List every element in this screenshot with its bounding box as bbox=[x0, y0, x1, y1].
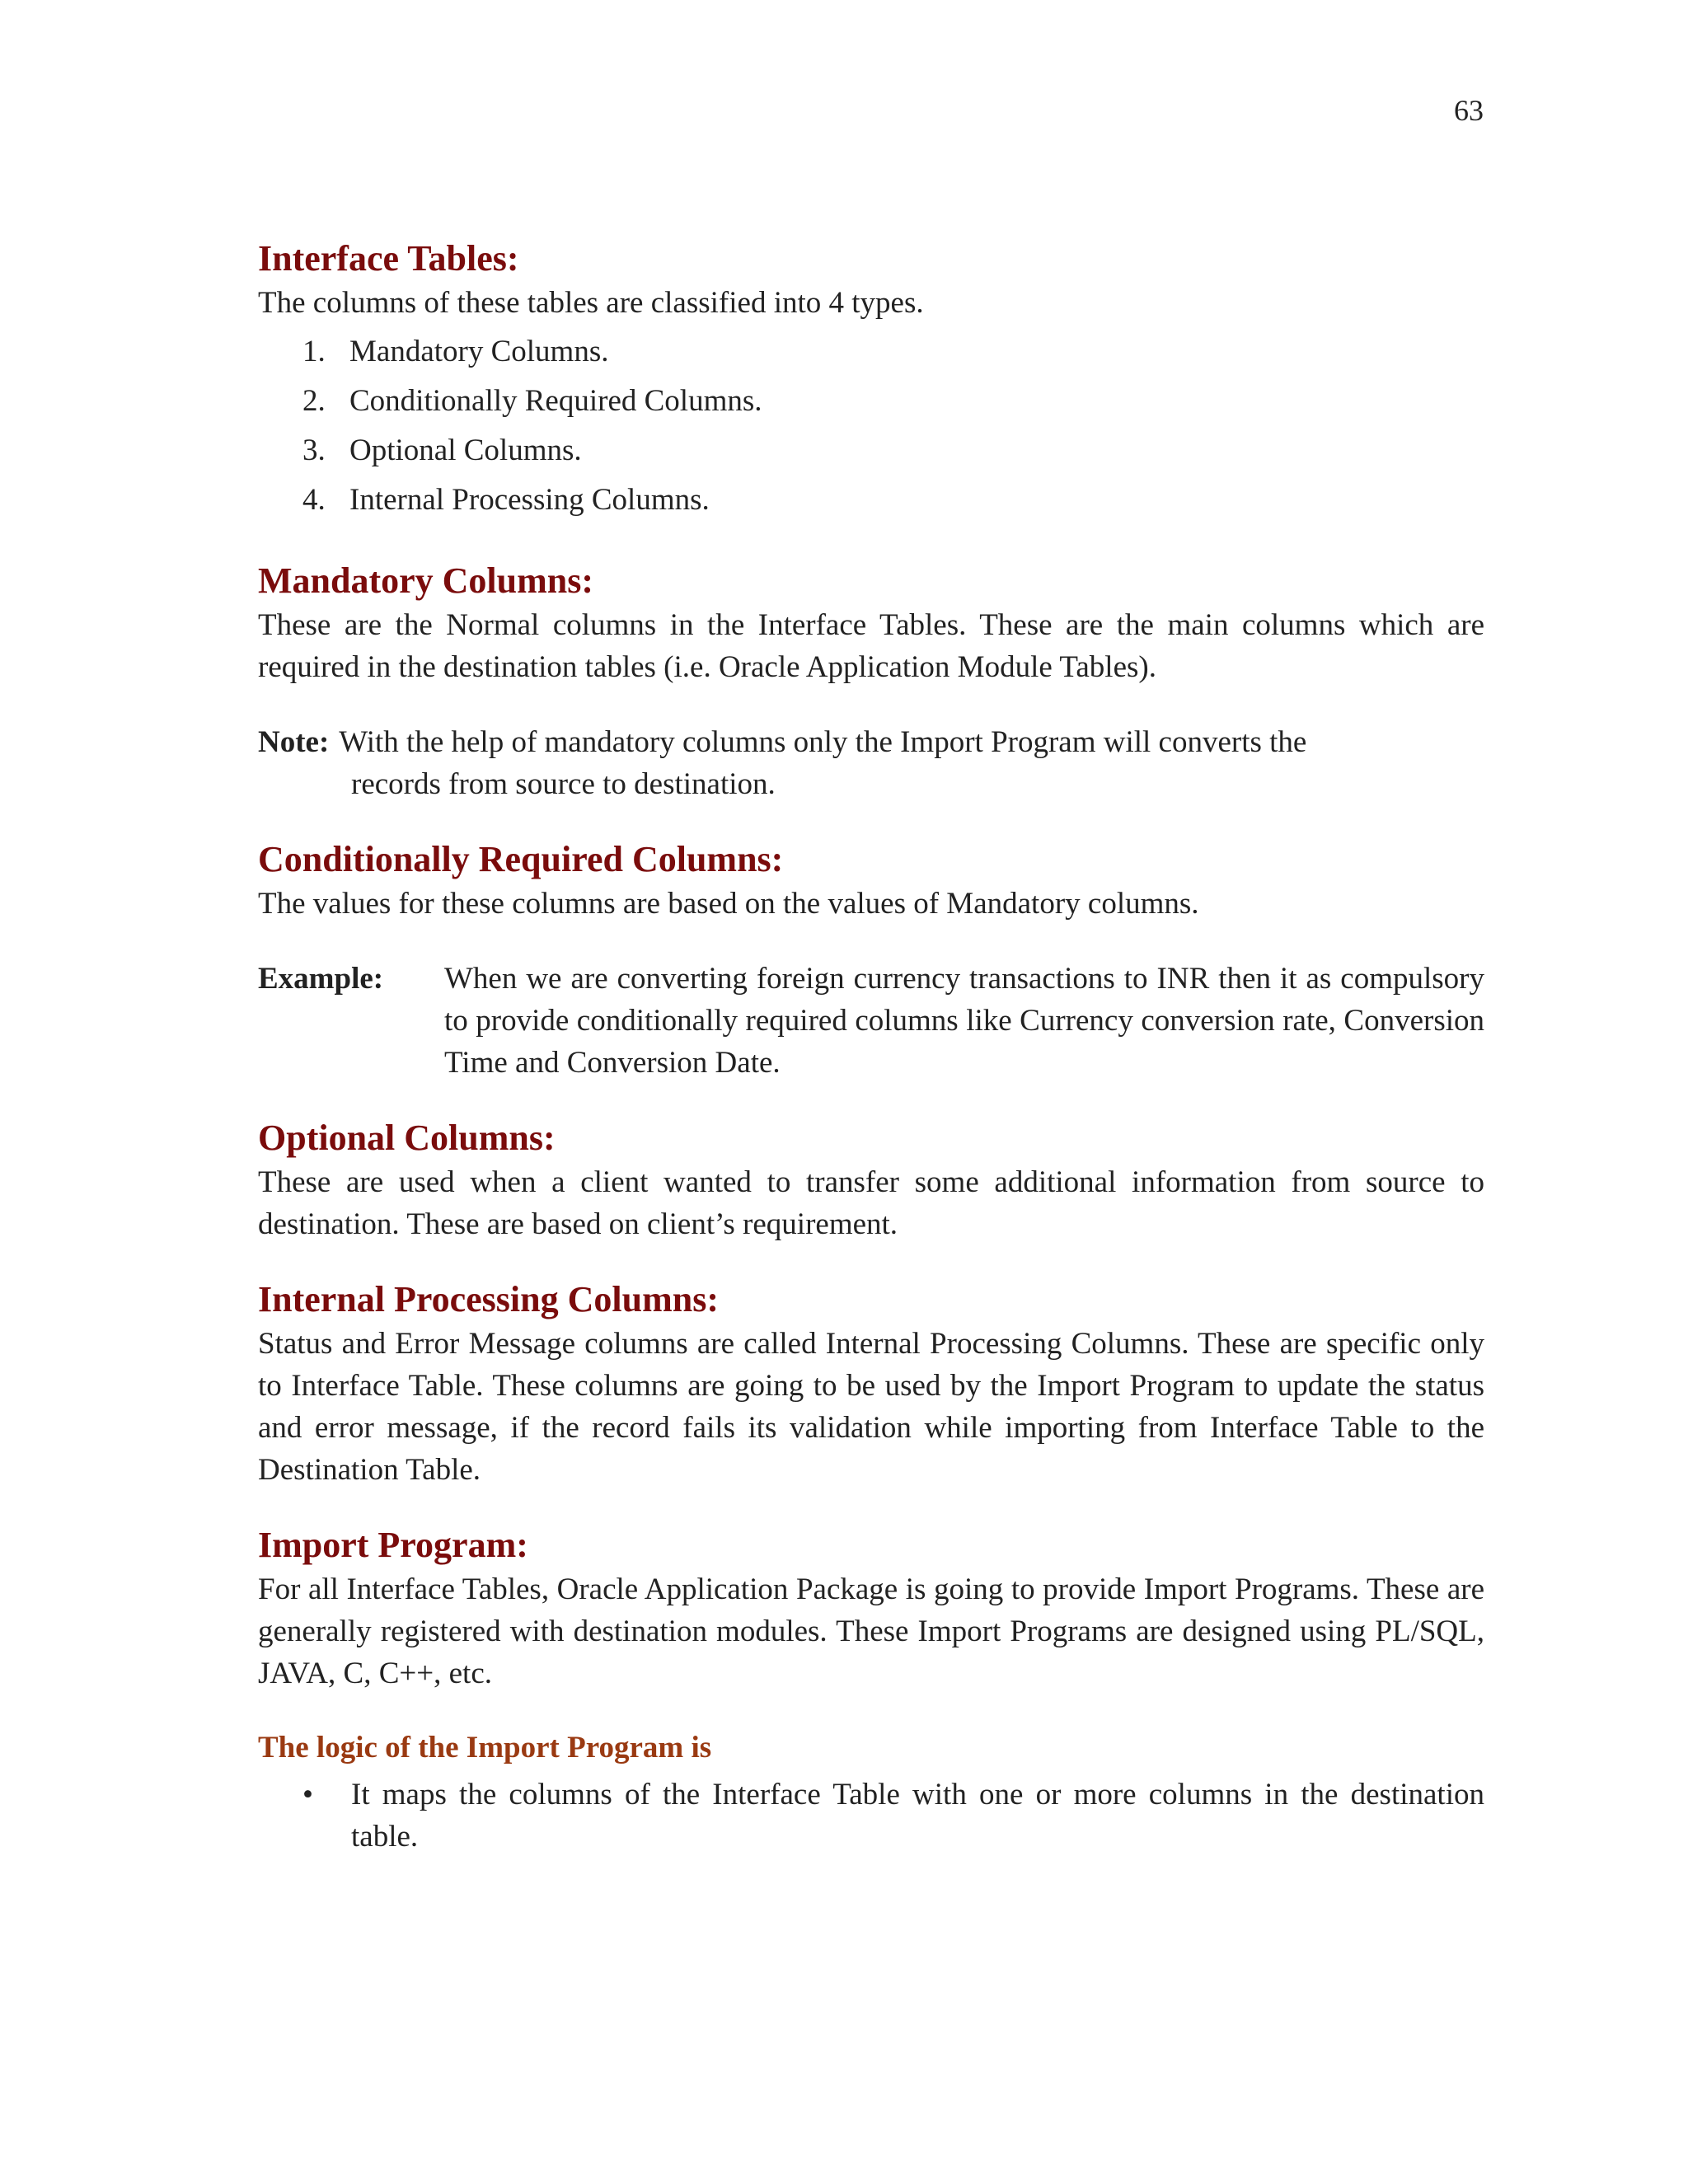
list-number: 1. bbox=[302, 335, 326, 368]
list-number: 3. bbox=[302, 434, 326, 467]
heading-interface-tables: Interface Tables: bbox=[258, 238, 519, 279]
note-text-line1: With the help of mandatory columns only the Import Program will converts the bbox=[339, 725, 1307, 759]
list-item-text: Optional Columns. bbox=[349, 434, 582, 467]
list-item bbox=[258, 426, 1484, 476]
internal-body: Status and Error Message columns are called Internal Processing Columns. These are specific only to Interface Table. These columns are going to be used by the Import Program to update the status and error message, if the record fails its validation while importing from Interface Table to the Destination Table. bbox=[258, 1327, 1484, 1487]
page-content bbox=[258, 236, 1484, 1858]
import-logic-list bbox=[258, 1774, 1484, 1858]
heading-import-program-logic: The logic of the Import Program is bbox=[258, 1731, 712, 1765]
list-item-text: It maps the columns of the Interface Table with one or more columns in the destination table. bbox=[351, 1778, 1484, 1854]
list-item-text: Mandatory Columns. bbox=[349, 335, 609, 368]
example-label: Example: bbox=[258, 962, 384, 996]
heading-conditionally-required-columns: Conditionally Required Columns: bbox=[258, 839, 784, 879]
list-item bbox=[258, 1774, 1484, 1858]
list-number: 4. bbox=[302, 483, 326, 517]
list-item bbox=[258, 476, 1484, 525]
note-text-line2: records from source to destination. bbox=[351, 767, 776, 801]
note-label: Note: bbox=[258, 725, 330, 759]
list-item bbox=[258, 327, 1484, 377]
list-number: 2. bbox=[302, 384, 326, 418]
heading-mandatory-columns: Mandatory Columns: bbox=[258, 560, 594, 601]
optional-body: These are used when a client wanted to transfer some additional information from source to destination. These are based on client’s requirement. bbox=[258, 1165, 1484, 1241]
list-item-text: Conditionally Required Columns. bbox=[349, 384, 762, 418]
bullet-icon: • bbox=[302, 1778, 313, 1811]
conditional-body: The values for these columns are based on the values of Mandatory columns. bbox=[258, 887, 1199, 921]
page-number: 63 bbox=[1454, 94, 1484, 127]
conditional-example bbox=[258, 958, 1484, 1084]
list-item-text: Internal Processing Columns. bbox=[349, 483, 710, 517]
list-item bbox=[258, 377, 1484, 426]
column-types-list bbox=[258, 327, 1484, 525]
example-text: When we are converting foreign currency transactions to INR then it as compulsory to provide conditionally required columns like Currency conversion rate, Conversion Time and Conversion Date. bbox=[444, 962, 1484, 1080]
mandatory-note bbox=[258, 721, 1484, 763]
heading-import-program: Import Program: bbox=[258, 1525, 528, 1565]
heading-internal-processing-columns: Internal Processing Columns: bbox=[258, 1279, 719, 1319]
interface-tables-intro: The columns of these tables are classified into 4 types. bbox=[258, 286, 924, 320]
heading-optional-columns: Optional Columns: bbox=[258, 1118, 556, 1158]
mandatory-body: These are the Normal columns in the Interface Tables. These are the main columns which are required in the destination tables (i.e. Oracle Application Module Tables). bbox=[258, 608, 1484, 684]
import-program-body: For all Interface Tables, Oracle Application Package is going to provide Import Programs. These are generally registered with destination modules. These Import Programs are designed using PL/SQL, JAVA, C, C++, etc. bbox=[258, 1572, 1484, 1690]
